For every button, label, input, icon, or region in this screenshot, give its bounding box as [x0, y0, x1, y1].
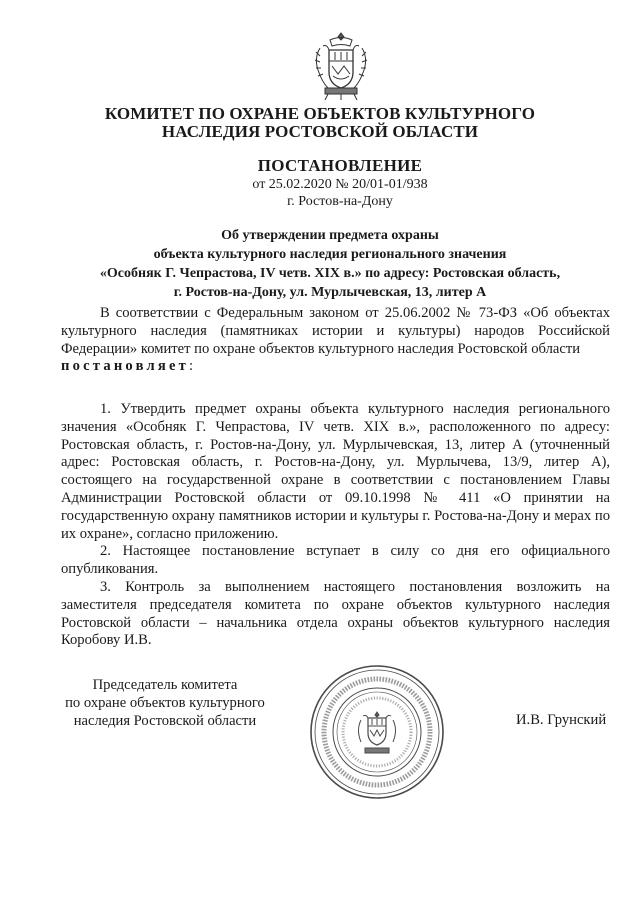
decree-item-2: 2. Настоящее постановление вступает в силу со дня его официального опубликования. — [61, 543, 610, 578]
subject-line-3: «Особняк Г. Чепрастова, IV четв. XIX в.» по адресу: Ростовская область, — [99, 266, 561, 281]
signatory-title-line1: Председатель комитета — [92, 677, 238, 693]
signatory-title — [60, 676, 270, 730]
decree-item-3: 3. Контроль за выполнением настоящего постановления возложить на заместителя председателя комитета по охране объектов культурного наследия Ростовской области – начальника отдела охраны объектов культурного наследия Коробову И.В. — [61, 578, 610, 649]
preamble-block — [61, 305, 610, 376]
subject-line-1: Об утверждении предмета охраны — [221, 228, 439, 243]
decree-colon: : — [189, 358, 194, 375]
document-city: г. Ростов-на-Дону — [287, 194, 393, 209]
signatory-title-line3: наследия Ростовской области — [73, 713, 257, 729]
official-seal-icon — [308, 662, 446, 802]
coat-of-arms-icon — [310, 30, 372, 102]
organization-name-line2: НАСЛЕДИЯ РОСТОВСКОЙ ОБЛАСТИ — [161, 122, 479, 141]
signatory-title-line2: по охране объектов культурного — [65, 695, 265, 711]
subject-line-4: г. Ростов-на-Дону, ул. Мурлычевская, 13, литер А — [173, 285, 487, 300]
preamble-text: В соответствии с Федеральным законом от 25.06.2002 № 73-ФЗ «Об объектах культурного наследия (памятниках истории и культуры) народов Российской Федерации» комитет по охране объектов культурного наследия Ростовской области — [61, 305, 610, 357]
decree-item-1: 1. Утвердить предмет охраны объекта культурного наследия регионального значения «Особняк Г. Чепрастова, IV четв. XIX в.», расположенного по адресу: Ростовская область, г. Ростов-на-Дону, ул. Мурлычевская, 13, литер А (уточненный адрес: Ростовская область, г. Ростов-на-Дону, ул. Мурлычева, 13/9, литер А), состоящего на государственной охране в соответствии с постановлением Главы Администрации Ростовской области от 09.10.1998 № 411 «О принятии на государственную охрану памятников истории и культуры г. Ростова-на-Дону и мерах по их охране», согласно приложению. — [61, 401, 610, 542]
subject-line-2: объекта культурного наследия регионального значения — [153, 247, 507, 262]
document-date-number: от 25.02.2020 № 20/01-01/938 — [252, 177, 428, 192]
decree-word: постановляет — [61, 358, 189, 375]
decree-items — [61, 401, 610, 650]
organization-name-line1: КОМИТЕТ ПО ОХРАНЕ ОБЪЕКТОВ КУЛЬТУРНОГО — [104, 104, 536, 123]
document-type-title: ПОСТАНОВЛЕНИЕ — [257, 156, 423, 175]
preamble-paragraph — [61, 305, 610, 376]
signatory-name: И.В. Грунский — [516, 712, 607, 728]
